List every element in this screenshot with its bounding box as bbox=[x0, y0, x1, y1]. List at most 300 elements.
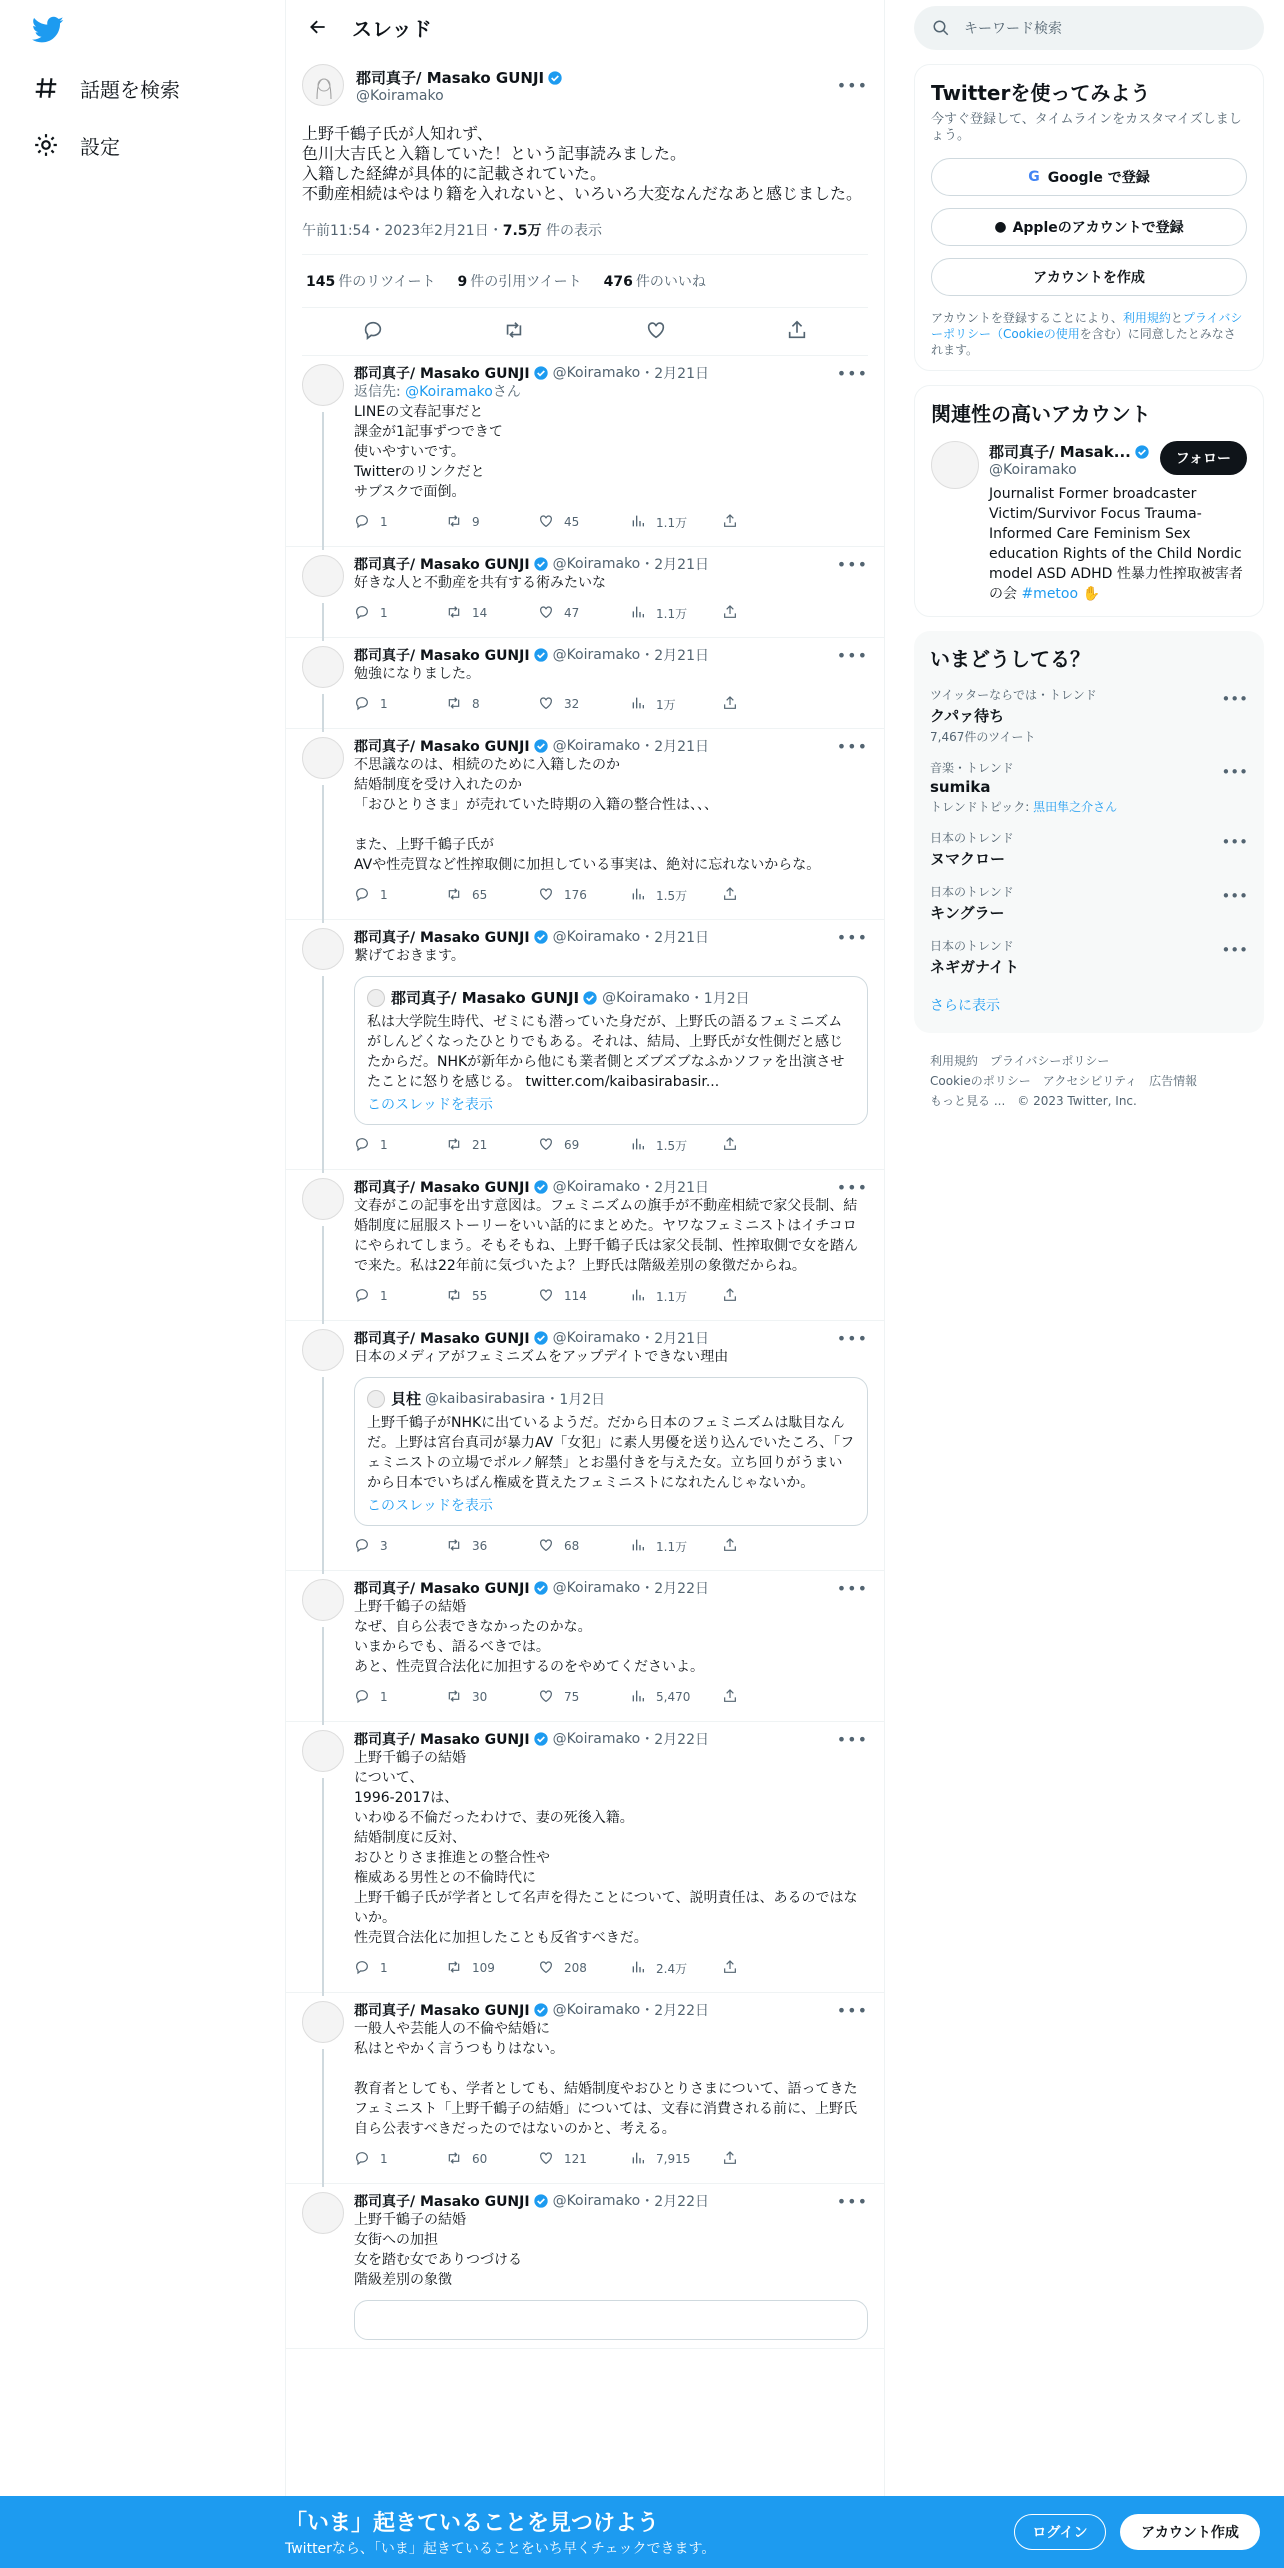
related-account[interactable] bbox=[931, 441, 1247, 604]
trend-topic: トレンドトピック: 黒田隼之介さん bbox=[930, 800, 1118, 814]
google-signup-button[interactable]: G Google で登録 bbox=[931, 158, 1247, 196]
reply-context: 返信先: @Koiramakoさん bbox=[354, 384, 521, 400]
avatar[interactable] bbox=[302, 1730, 344, 1772]
search-input[interactable]: キーワード検索 bbox=[964, 21, 1062, 37]
trend-category: 音楽・トレンド bbox=[930, 761, 1014, 775]
retweet-button[interactable]: 8 bbox=[446, 695, 538, 714]
quoted-text: 上野千鶴子がNHKに出ているようだ。だから日本のフェミニズムは駄目なんだ。上野は宮台真司が暴力AV「女犯」に素人男優を送り込んでいたころ、「フェミニストの立場でポルノ解禁」とお墨付きを与えた女。立ち回りがうまいから日本でいちばん権威を貰えたフェミニストになれたんじゃないか。 bbox=[367, 1415, 855, 1491]
thread-line bbox=[322, 1627, 324, 1725]
thread-line bbox=[322, 1778, 324, 1996]
avatar[interactable] bbox=[302, 555, 344, 597]
author-name[interactable]: 郡司真子/ Masako GUNJI bbox=[354, 648, 530, 664]
tweet-actions bbox=[354, 1129, 868, 1161]
author-handle[interactable]: @Koiramako bbox=[552, 738, 641, 754]
nav-settings[interactable] bbox=[32, 125, 120, 165]
reply-button[interactable]: 1 bbox=[354, 513, 446, 532]
twitter-logo-icon[interactable] bbox=[32, 16, 64, 44]
retweet-button[interactable]: 21 bbox=[446, 1136, 538, 1155]
tweet-date[interactable]: ・2月22日 bbox=[640, 1581, 709, 1597]
share-icon bbox=[722, 1959, 748, 1978]
like-icon bbox=[538, 1287, 564, 1306]
show-thread-link[interactable]: このスレッドを表示 bbox=[367, 1097, 493, 1113]
reply-button[interactable]: 3 bbox=[354, 1537, 446, 1556]
retweet-icon bbox=[446, 886, 472, 905]
verified-badge-icon bbox=[533, 738, 549, 754]
author-handle[interactable]: @Koiramako bbox=[552, 556, 641, 572]
trend-topic-link[interactable]: 黒田隼之介さん bbox=[1033, 800, 1118, 814]
back-arrow-icon[interactable] bbox=[302, 11, 334, 43]
reply-icon bbox=[354, 1537, 380, 1556]
author-handle[interactable]: @Koiramako bbox=[552, 1179, 641, 1195]
retweet-icon bbox=[446, 1688, 472, 1707]
reply-button[interactable]: 1 bbox=[354, 1136, 446, 1155]
thread-line bbox=[322, 694, 324, 732]
avatar[interactable] bbox=[931, 441, 979, 489]
verified-badge-icon bbox=[533, 2002, 549, 2018]
more-options-icon[interactable]: ••• bbox=[836, 1328, 868, 1348]
share-button[interactable] bbox=[722, 1688, 814, 1707]
reply-tweet[interactable] bbox=[286, 1571, 884, 1722]
trend-category: ツイッターならでは・トレンド bbox=[930, 688, 1097, 702]
page-title: スレッド bbox=[352, 16, 432, 41]
more-options-icon[interactable]: ••• bbox=[836, 927, 868, 947]
share-button[interactable] bbox=[722, 1959, 814, 1978]
tweet-text: 一般人や芸能人の不倫や結婚に 私はとやかく言うつもりはない。 教育者としても、学者としても、結婚制度やおひとりさまについて、語ってきた フェミニスト「上野千鶴子の結婚」については、文春に消費される前に、上野氏自ら公表すべきだったのではないのかと、考える。 bbox=[354, 2021, 858, 2137]
more-options-icon[interactable]: ••• bbox=[836, 1177, 868, 1197]
reply-to-link[interactable]: @Koiramako bbox=[405, 384, 493, 400]
tweet-text: 不思議なのは、相続のために入籍したのか 結婚制度を受け入れたのか 「おひとりさま」が売れていた時期の入籍の整合性は、、、 また、上野千鶴子氏が AVや性売買など性搾取側に加担している事実は、絶対に忘れないからな。 bbox=[354, 757, 821, 873]
retweet-icon bbox=[446, 1537, 472, 1556]
tweet-text: 日本のメディアがフェミニズムをアップデイトできない理由 bbox=[354, 1349, 729, 1365]
verified-badge-icon bbox=[582, 990, 598, 1006]
tweet-text: LINEの文春記事だと 課金が1記事ずつできて 使いやすいです。 Twitterのリンクだと サブスクで面倒。 bbox=[354, 404, 503, 500]
signup-subtitle: 今すぐ登録して、タイムラインをカスタマイズしましょう。 bbox=[931, 112, 1242, 143]
like-button[interactable]: 176 bbox=[538, 886, 630, 905]
like-icon bbox=[538, 513, 564, 532]
retweet-button[interactable]: 14 bbox=[446, 604, 538, 623]
reply-tweet[interactable] bbox=[286, 1321, 884, 1571]
privacy-link[interactable]: プライバシーポリシー（Cookieの使用 bbox=[931, 311, 1243, 341]
apple-icon: ● bbox=[994, 219, 1007, 235]
like-icon bbox=[538, 1959, 564, 1978]
trend-item[interactable] bbox=[930, 759, 1248, 815]
retweet-button[interactable]: 30 bbox=[446, 1688, 538, 1707]
retweet-button[interactable]: 55 bbox=[446, 1287, 538, 1306]
thread-line bbox=[322, 603, 324, 641]
views-icon bbox=[630, 2150, 656, 2169]
follow-button[interactable]: フォロー bbox=[1160, 441, 1247, 475]
author-handle[interactable]: @Koiramako bbox=[552, 1330, 641, 1346]
views-icon bbox=[630, 1537, 656, 1556]
quoted-author-name: 郡司真子/ Masako GUNJI bbox=[391, 989, 580, 1007]
like-icon[interactable] bbox=[645, 319, 667, 345]
retweet-icon[interactable] bbox=[503, 319, 525, 345]
trend-count: 7,467件のツイート bbox=[930, 730, 1036, 744]
bottom-signup-bar bbox=[0, 2496, 1284, 2568]
reply-icon[interactable] bbox=[362, 319, 384, 345]
signup-button[interactable]: アカウント作成 bbox=[1120, 2514, 1260, 2550]
signup-title: Twitterを使ってみよう bbox=[931, 81, 1151, 105]
author-handle[interactable]: @Koiramako bbox=[552, 2002, 641, 2018]
author-name[interactable]: 郡司真子/ Masako GUNJI bbox=[354, 1331, 530, 1347]
apple-signup-button[interactable]: ● Appleのアカウントで登録 bbox=[931, 208, 1247, 246]
share-button[interactable] bbox=[722, 1537, 814, 1556]
quoted-author-name: 貝柱 bbox=[391, 1390, 422, 1408]
footer-line[interactable]: Cookieのポリシー アクセシビリティ 広告情報 bbox=[930, 1074, 1198, 1088]
avatar[interactable] bbox=[302, 2001, 344, 2043]
verified-badge-icon bbox=[533, 929, 549, 945]
avatar bbox=[367, 1390, 385, 1408]
more-options-icon[interactable]: ••• bbox=[1221, 887, 1248, 905]
author-handle[interactable]: @Koiramako bbox=[552, 365, 641, 381]
share-icon bbox=[722, 1136, 748, 1155]
verified-badge-icon bbox=[533, 1731, 549, 1747]
more-options-icon[interactable]: ••• bbox=[836, 736, 868, 756]
views-icon bbox=[630, 513, 656, 532]
share-icon bbox=[722, 1537, 748, 1556]
views-button[interactable]: 5,470 bbox=[630, 1688, 722, 1707]
thread-line bbox=[322, 976, 324, 1173]
author-handle[interactable]: @Koiramako bbox=[356, 87, 444, 104]
share-button[interactable] bbox=[722, 1136, 814, 1155]
more-options-icon[interactable]: ••• bbox=[1221, 833, 1248, 851]
retweet-button[interactable]: 9 bbox=[446, 513, 538, 532]
trend-name: クパァ待ち bbox=[930, 707, 1005, 725]
avatar[interactable] bbox=[302, 364, 344, 406]
terms-link[interactable]: 利用規約 bbox=[1122, 311, 1171, 325]
tweet-actions bbox=[354, 597, 868, 629]
reply-tweet[interactable] bbox=[286, 2184, 884, 2349]
author-name[interactable]: 郡司真子/ Masako GUNJI bbox=[354, 1180, 530, 1196]
retweet-icon bbox=[446, 1136, 472, 1155]
share-icon bbox=[722, 1688, 748, 1707]
tweet-date[interactable]: ・2月21日 bbox=[640, 557, 709, 573]
tweet-text: 勉強になりました。 bbox=[354, 666, 480, 682]
views-button[interactable]: 1.1万 bbox=[630, 604, 722, 623]
show-more-link[interactable]: さらに表示 bbox=[930, 998, 1000, 1014]
reply-tweet[interactable] bbox=[286, 1722, 884, 1993]
like-button[interactable]: 75 bbox=[538, 1688, 630, 1707]
more-options-icon[interactable]: ••• bbox=[836, 2000, 868, 2020]
reply-tweet[interactable] bbox=[286, 356, 884, 547]
footer-links bbox=[914, 1051, 1264, 1111]
tweet-time[interactable]: 午前11:54・2023年2月21日・ bbox=[302, 223, 503, 239]
retweet-button[interactable]: 109 bbox=[446, 1959, 538, 1978]
share-button[interactable] bbox=[722, 604, 814, 623]
views-button[interactable]: 1.5万 bbox=[630, 1136, 722, 1155]
author-handle[interactable]: @Koiramako bbox=[552, 2193, 641, 2209]
thread-column bbox=[285, 0, 885, 2568]
signup-legal: アカウントを登録することにより、利用規約とプライバシーポリシー（Cookieの使用を含む）に同意したとみなされます。 bbox=[931, 311, 1243, 357]
nav-explore[interactable] bbox=[32, 68, 180, 108]
share-icon bbox=[722, 695, 748, 714]
verified-badge-icon bbox=[533, 1580, 549, 1596]
thread-line bbox=[322, 785, 324, 923]
quoted-text: 私は大学院生時代、ゼミにも潜っていた身だが、上野氏の語るフェミニズムがしんどくなったひとりでもある。それは、結局、上野氏が女性側だと感じたからだ。NHKが新年から他にも業者側とズブズブなふかソファを出演させたことに怒りを感じる。 twitter.com/kaibasirabasir... bbox=[367, 1014, 845, 1090]
avatar[interactable] bbox=[302, 1329, 344, 1371]
tweet-date[interactable]: ・2月22日 bbox=[640, 2194, 709, 2210]
quote-stat[interactable]: 9 件の引用ツイート bbox=[457, 274, 582, 290]
views-button[interactable]: 2.4万 bbox=[630, 1959, 722, 1978]
author-name[interactable]: 郡司真子/ Masako GUNJI bbox=[354, 739, 530, 755]
trend-item[interactable] bbox=[930, 686, 1248, 745]
reply-button[interactable]: 1 bbox=[354, 2150, 446, 2169]
views-button[interactable]: 1万 bbox=[630, 695, 722, 714]
share-icon bbox=[722, 604, 748, 623]
more-options-icon[interactable]: ••• bbox=[1221, 941, 1248, 959]
author-name[interactable]: 郡司真子/ Masako GUNJI bbox=[354, 557, 530, 573]
quoted-date: ・1月2日 bbox=[689, 990, 750, 1007]
tweet-date[interactable]: ・2月21日 bbox=[640, 366, 709, 382]
reply-button[interactable]: 1 bbox=[354, 695, 446, 714]
trend-category: 日本のトレンド bbox=[930, 885, 1014, 899]
author-name[interactable]: 郡司真子/ Masako GUNJI bbox=[354, 2194, 530, 2210]
views-button[interactable]: 1.1万 bbox=[630, 513, 722, 532]
views-icon bbox=[630, 1959, 656, 1978]
login-button[interactable]: ログイン bbox=[1014, 2514, 1106, 2550]
verified-badge-icon bbox=[533, 2193, 549, 2209]
reply-icon bbox=[354, 1287, 380, 1306]
quoted-tweet[interactable] bbox=[354, 2300, 868, 2340]
tweet-date[interactable]: ・2月22日 bbox=[640, 1732, 709, 1748]
share-icon bbox=[722, 2150, 748, 2169]
retweet-icon bbox=[446, 695, 472, 714]
more-options-icon[interactable]: ••• bbox=[836, 645, 868, 665]
share-button[interactable] bbox=[722, 2150, 814, 2169]
reply-tweet[interactable] bbox=[286, 1170, 884, 1321]
author-name[interactable]: 郡司真子/ Masako GUNJI bbox=[354, 930, 530, 946]
retweet-stat[interactable]: 145 件のリツイート bbox=[306, 274, 436, 290]
tweet-text: 上野千鶴子の結婚 について、 1996-2017は、 いわゆる不倫だったわけで、妻の死後入籍。 結婚制度に反対、 おひとりさま推進との整合性や 権威ある男性との不倫時代に 上野千鶴子氏が学者として名声を得たことについて、説明責任は、あるのではないか。 性売買合法化に加担したことも反省すべきだ。 bbox=[354, 1750, 858, 1946]
gear-icon bbox=[32, 131, 60, 159]
like-button[interactable]: 69 bbox=[538, 1136, 630, 1155]
tweet-date[interactable]: ・2月21日 bbox=[640, 930, 709, 946]
avatar bbox=[367, 989, 385, 1007]
trends-title: いまどうしてる？ bbox=[930, 647, 1090, 671]
like-button[interactable]: 45 bbox=[538, 513, 630, 532]
verified-badge-icon bbox=[533, 1330, 549, 1346]
reply-tweet[interactable] bbox=[286, 547, 884, 638]
reply-button[interactable]: 1 bbox=[354, 886, 446, 905]
views-icon bbox=[630, 695, 656, 714]
reply-tweet[interactable] bbox=[286, 638, 884, 729]
bottom-bar-subtitle: Twitterなら、「いま」起きていることをいち早くチェックできます。 bbox=[285, 2541, 716, 2557]
hand-emoji-icon: ✋ bbox=[1082, 586, 1100, 602]
quoted-date: ・1月2日 bbox=[545, 1391, 606, 1408]
verified-badge-icon bbox=[533, 365, 549, 381]
tweet-actions bbox=[354, 506, 868, 538]
tweet-text: 上野千鶴子の結婚 なぜ、自ら公表できなかったのかな。 いまからでも、語るべきでは。 あと、性売買合法化に加担するのをやめてくださいよ。 bbox=[354, 1599, 704, 1675]
account-name[interactable]: 郡司真子/ Masak... bbox=[989, 443, 1131, 461]
views-icon bbox=[630, 1688, 656, 1707]
thread-line bbox=[322, 1377, 324, 1574]
reply-icon bbox=[354, 604, 380, 623]
view-label: 件の表示 bbox=[541, 223, 602, 239]
like-button[interactable]: 114 bbox=[538, 1287, 630, 1306]
more-options-icon[interactable]: ••• bbox=[836, 2191, 868, 2211]
tweet-text: 好きな人と不動産を共有する術みたいな bbox=[354, 575, 606, 591]
signup-card bbox=[914, 64, 1264, 371]
account-handle: @Koiramako bbox=[989, 462, 1077, 478]
share-button[interactable] bbox=[722, 1287, 814, 1306]
more-options-icon[interactable]: ••• bbox=[1221, 690, 1248, 708]
reply-button[interactable]: 1 bbox=[354, 604, 446, 623]
author-name[interactable]: 郡司真子/ Masako GUNJI bbox=[354, 1732, 530, 1748]
avatar[interactable] bbox=[302, 928, 344, 970]
views-button[interactable]: 1.1万 bbox=[630, 1287, 722, 1306]
author-name[interactable]: 郡司真子/ Masako GUNJI bbox=[356, 68, 545, 87]
share-icon[interactable] bbox=[786, 319, 808, 345]
tweet-actions bbox=[354, 1681, 868, 1713]
tweet-date[interactable]: ・2月21日 bbox=[640, 648, 709, 664]
view-count: 7.5万 bbox=[502, 223, 542, 239]
like-icon bbox=[538, 1136, 564, 1155]
share-button[interactable] bbox=[722, 513, 814, 532]
retweet-icon bbox=[446, 604, 472, 623]
reply-icon bbox=[354, 1136, 380, 1155]
more-options-icon[interactable]: ••• bbox=[1221, 763, 1248, 781]
trend-item[interactable] bbox=[930, 829, 1248, 869]
quoted-handle: @Koiramako bbox=[602, 989, 690, 1006]
search-box[interactable] bbox=[914, 6, 1264, 50]
tweet-actions bbox=[302, 308, 868, 356]
avatar[interactable] bbox=[302, 64, 344, 106]
author-handle[interactable]: @Koiramako bbox=[552, 647, 641, 663]
tweet-actions bbox=[354, 1952, 868, 1984]
avatar[interactable] bbox=[302, 646, 344, 688]
quoted-tweet[interactable] bbox=[354, 1377, 868, 1526]
tweet-actions bbox=[354, 879, 868, 911]
footer-line[interactable]: もっと見る ... © 2023 Twitter, Inc. bbox=[930, 1094, 1137, 1108]
verified-badge-icon bbox=[533, 1179, 549, 1195]
author-handle[interactable]: @Koiramako bbox=[552, 1731, 641, 1747]
retweet-button[interactable]: 65 bbox=[446, 886, 538, 905]
like-button[interactable]: 208 bbox=[538, 1959, 630, 1978]
views-icon bbox=[630, 1136, 656, 1155]
author-handle[interactable]: @Koiramako bbox=[552, 929, 641, 945]
right-sidebar bbox=[914, 0, 1264, 1111]
tweet-date[interactable]: ・2月21日 bbox=[640, 739, 709, 755]
views-button[interactable]: 1.1万 bbox=[630, 1537, 722, 1556]
like-button[interactable]: 68 bbox=[538, 1537, 630, 1556]
views-button[interactable]: 1.5万 bbox=[630, 886, 722, 905]
retweet-icon bbox=[446, 2150, 472, 2169]
reply-button[interactable]: 1 bbox=[354, 1287, 446, 1306]
reply-icon bbox=[354, 513, 380, 532]
trend-name: ネギガナイト bbox=[930, 958, 1019, 976]
retweet-button[interactable]: 60 bbox=[446, 2150, 538, 2169]
reply-icon bbox=[354, 886, 380, 905]
trend-category: 日本のトレンド bbox=[930, 939, 1014, 953]
share-icon bbox=[722, 513, 748, 532]
views-icon bbox=[630, 1287, 656, 1306]
avatar[interactable] bbox=[302, 737, 344, 779]
trend-name: キングラー bbox=[930, 904, 1005, 922]
trend-item[interactable] bbox=[930, 937, 1248, 977]
tweet-actions bbox=[354, 1280, 868, 1312]
trend-name: sumika bbox=[930, 778, 991, 796]
related-title: 関連性の高いアカウント bbox=[931, 402, 1151, 426]
thread-header bbox=[286, 0, 884, 54]
google-icon: G bbox=[1028, 169, 1040, 185]
more-options-icon[interactable]: ••• bbox=[836, 554, 868, 574]
tweet-meta bbox=[302, 220, 868, 255]
trends-card bbox=[914, 631, 1264, 1033]
retweet-icon bbox=[446, 1287, 472, 1306]
tweet-actions bbox=[354, 2143, 868, 2175]
share-icon bbox=[722, 886, 748, 905]
share-button[interactable] bbox=[722, 886, 814, 905]
share-button[interactable] bbox=[722, 695, 814, 714]
thread-line bbox=[322, 2049, 324, 2187]
avatar[interactable] bbox=[302, 2192, 344, 2234]
more-options-icon[interactable]: ••• bbox=[836, 1578, 868, 1598]
like-icon bbox=[538, 604, 564, 623]
more-options-icon[interactable]: ••• bbox=[836, 1729, 868, 1749]
author-name[interactable]: 郡司真子/ Masako GUNJI bbox=[354, 2003, 530, 2019]
quoted-handle: @kaibasirabasira bbox=[425, 1390, 546, 1407]
more-options-icon[interactable]: ••• bbox=[836, 363, 868, 383]
author-handle[interactable]: @Koiramako bbox=[552, 1580, 641, 1596]
reply-tweet[interactable] bbox=[286, 729, 884, 920]
search-icon bbox=[932, 19, 950, 37]
more-options-icon[interactable]: ••• bbox=[836, 75, 868, 95]
share-icon bbox=[722, 1287, 748, 1306]
reply-icon bbox=[354, 1959, 380, 1978]
like-icon bbox=[538, 1688, 564, 1707]
like-stat[interactable]: 476 件のいいね bbox=[603, 274, 706, 290]
verified-badge-icon bbox=[547, 70, 563, 86]
reply-button[interactable]: 1 bbox=[354, 1688, 446, 1707]
reply-button[interactable]: 1 bbox=[354, 1959, 446, 1978]
retweet-button[interactable]: 36 bbox=[446, 1537, 538, 1556]
author-name[interactable]: 郡司真子/ Masako GUNJI bbox=[354, 366, 530, 382]
tweet-date[interactable]: ・2月22日 bbox=[640, 2003, 709, 2019]
views-icon bbox=[630, 604, 656, 623]
nav-explore-label: 話題を検索 bbox=[80, 77, 180, 102]
verified-badge-icon bbox=[533, 647, 549, 663]
thread-line bbox=[322, 1226, 324, 1324]
create-account-button[interactable]: アカウントを作成 bbox=[931, 258, 1247, 296]
reply-icon bbox=[354, 1688, 380, 1707]
like-button[interactable]: 47 bbox=[538, 604, 630, 623]
views-icon bbox=[630, 886, 656, 905]
bio-hashtag[interactable]: #metoo bbox=[1021, 586, 1079, 602]
tweet-stats bbox=[302, 255, 868, 308]
tweet-actions bbox=[354, 1530, 868, 1562]
reply-tweet[interactable] bbox=[286, 920, 884, 1170]
tweet-date[interactable]: ・2月21日 bbox=[640, 1331, 709, 1347]
trend-category: 日本のトレンド bbox=[930, 831, 1014, 845]
avatar[interactable] bbox=[302, 1579, 344, 1621]
show-thread-link[interactable]: このスレッドを表示 bbox=[367, 1498, 493, 1514]
quoted-tweet[interactable] bbox=[354, 976, 868, 1125]
left-nav bbox=[0, 0, 285, 2568]
like-button[interactable]: 121 bbox=[538, 2150, 630, 2169]
verified-badge-icon bbox=[1134, 444, 1150, 460]
tweet-text: 上野千鶴子氏が人知れず、 色川大吉氏と入籍していた！という記事読みました。 入籍した経緯が具体的に記載されていた。 不動産相続はやはり籍を入れないと、いろいろ大変なんだなあと感じました。 bbox=[302, 124, 863, 203]
avatar[interactable] bbox=[302, 1178, 344, 1220]
author-name[interactable]: 郡司真子/ Masako GUNJI bbox=[354, 1581, 530, 1597]
views-button[interactable]: 7,915 bbox=[630, 2150, 722, 2169]
tweet-date[interactable]: ・2月21日 bbox=[640, 1180, 709, 1196]
reply-tweet[interactable] bbox=[286, 1993, 884, 2184]
verified-badge-icon bbox=[533, 556, 549, 572]
trend-item[interactable] bbox=[930, 883, 1248, 923]
footer-line[interactable]: 利用規約 プライバシーポリシー bbox=[930, 1054, 1110, 1068]
nav-settings-label: 設定 bbox=[80, 134, 120, 159]
like-button[interactable]: 32 bbox=[538, 695, 630, 714]
